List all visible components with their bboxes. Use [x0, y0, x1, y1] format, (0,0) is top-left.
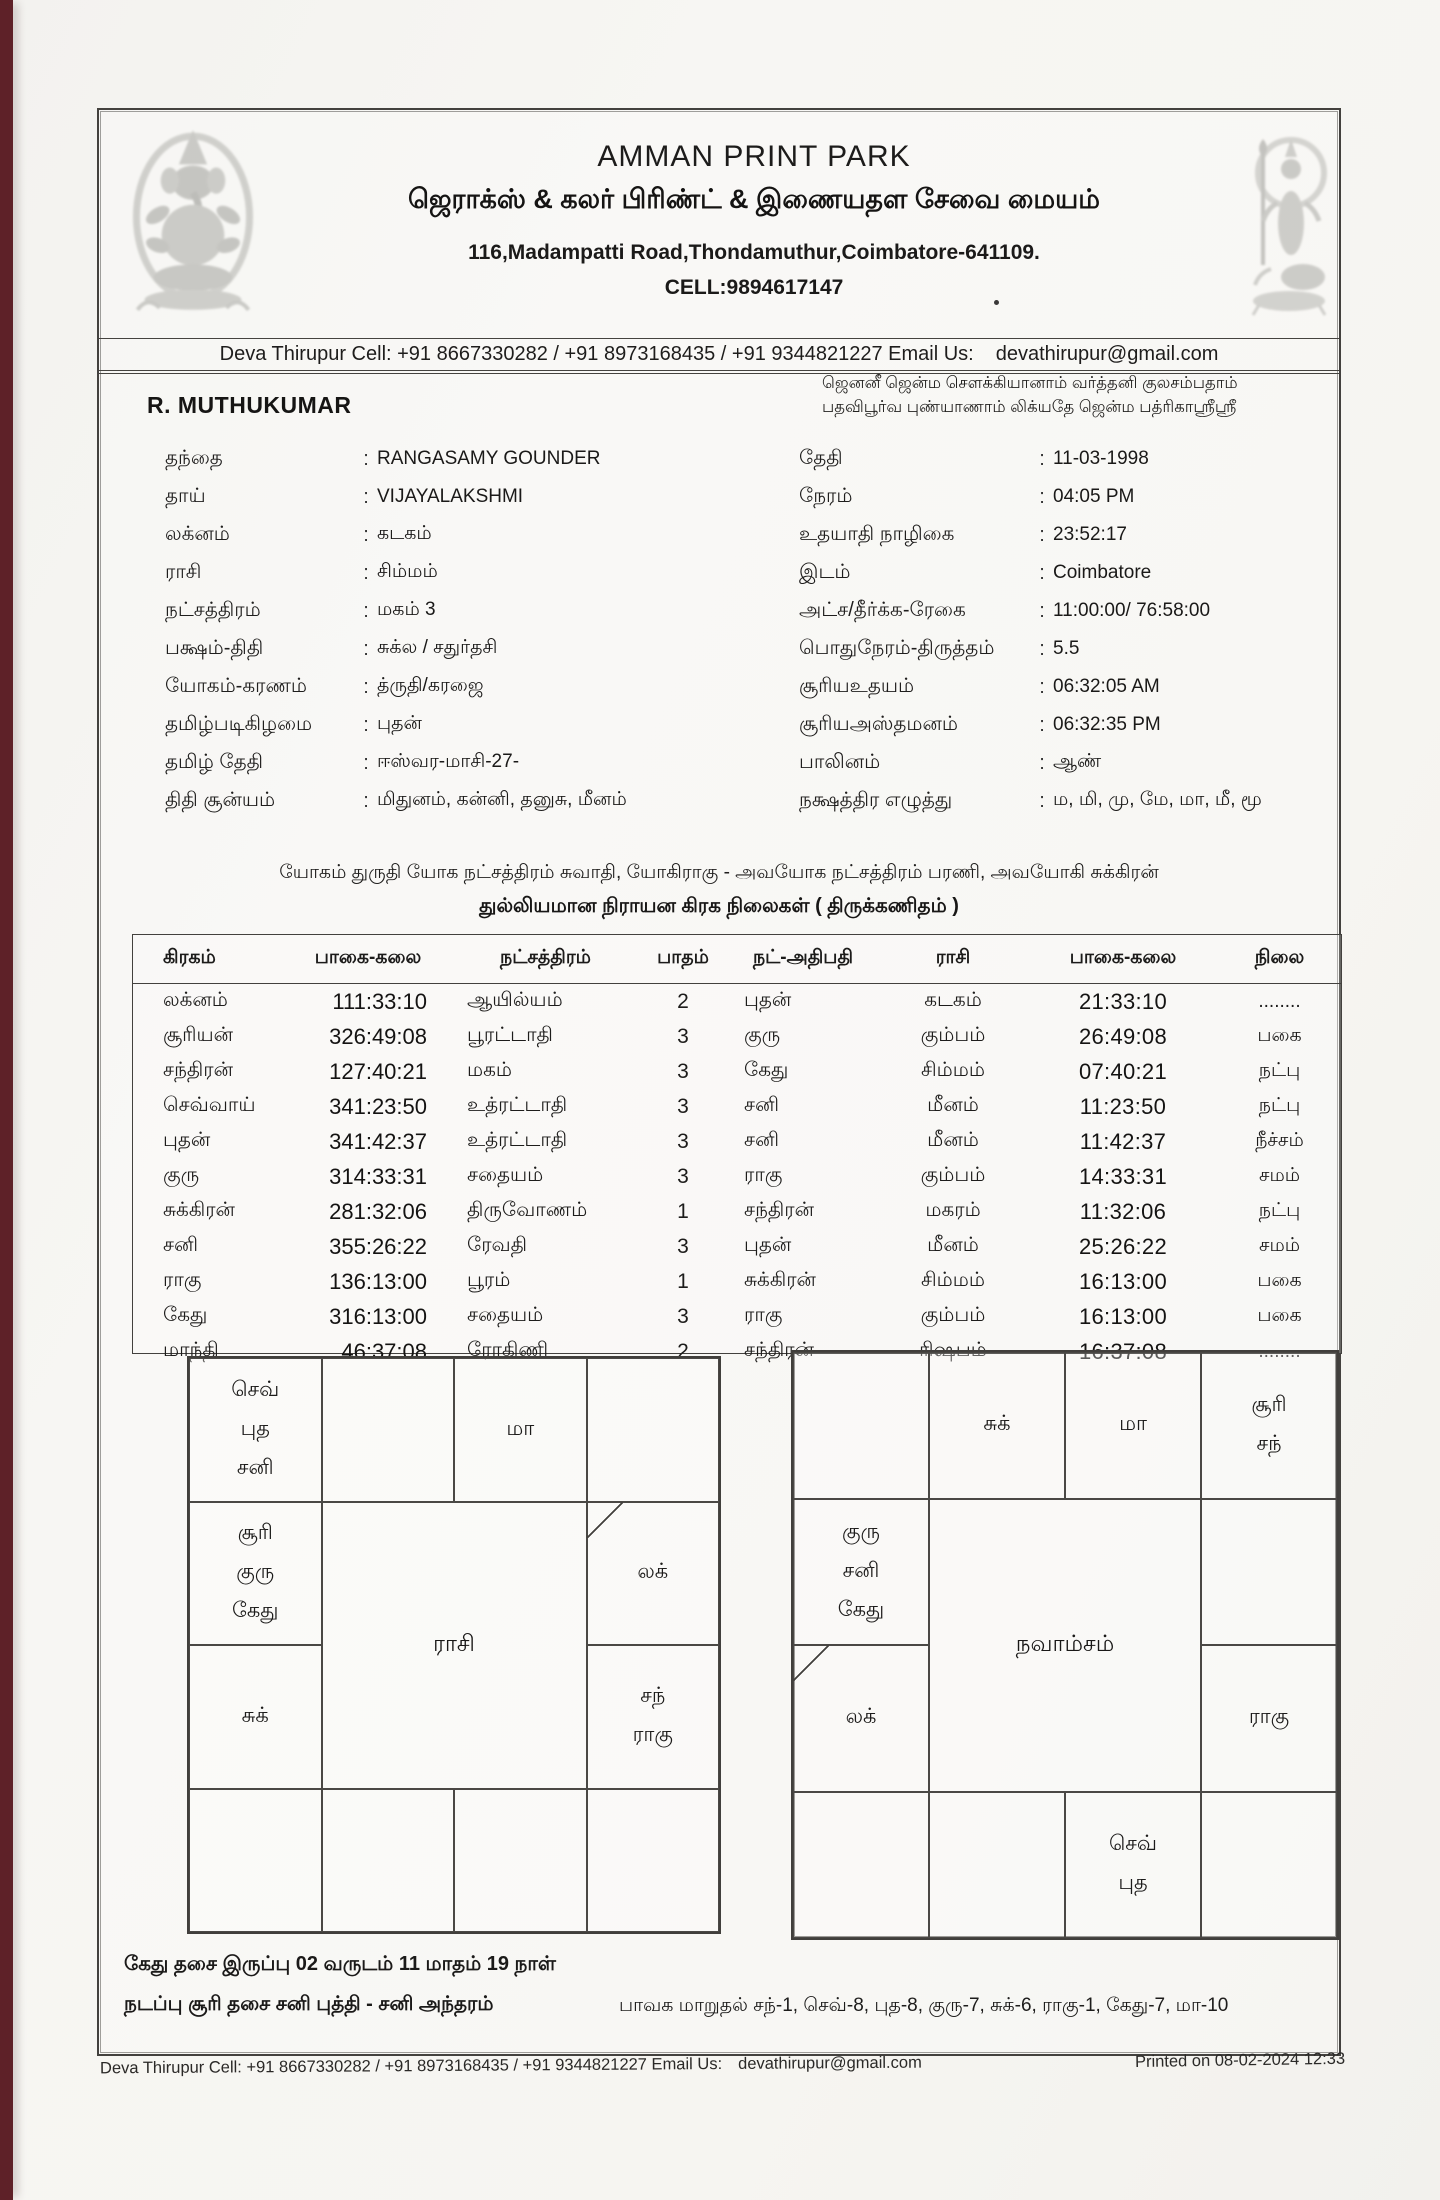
contact-email: devathirupur@gmail.com — [995, 343, 1219, 365]
planet-row — [133, 984, 1341, 1020]
detail-colon: : — [1039, 523, 1045, 546]
planet-cell: 3 — [677, 1024, 689, 1048]
planet-abbrev: கேது — [837, 1597, 885, 1621]
detail-value: RANGASAMY GOUNDER — [377, 448, 601, 469]
blessing-line-1: ஜெனனீ ஜென்ம சௌக்கியானாம் வர்த்தனி குலசம்பதாம் — [822, 374, 1238, 392]
planet-row — [133, 1159, 1341, 1194]
column-header: பாகை-கலை — [283, 935, 453, 984]
current-dasa-line: நடப்பு சூரி தசை சனி புத்தி - சனி அந்தரம் — [124, 1993, 494, 2015]
detail-row — [165, 592, 745, 630]
detail-colon: : — [1039, 675, 1045, 698]
column-header: கிரகம் — [133, 935, 283, 984]
planet-cell: 16:13:00 — [1078, 1303, 1168, 1329]
detail-row — [799, 782, 1329, 820]
detail-label: தந்தை — [165, 446, 223, 469]
ganesha-image — [113, 118, 273, 332]
detail-label: பாலினம் — [799, 750, 881, 773]
chart-cell-r4c1 — [793, 1792, 929, 1939]
planet-cell: லக்னம் — [163, 989, 228, 1011]
detail-value: 06:32:05 AM — [1053, 676, 1160, 697]
planet-row — [133, 1089, 1341, 1124]
planet-cell: 1 — [677, 1199, 689, 1223]
detail-row — [799, 630, 1329, 668]
detail-label: திதி சூன்யம் — [165, 788, 276, 811]
chart-cell-r3c4 — [1201, 1645, 1337, 1792]
detail-row — [799, 668, 1329, 706]
planet-cell: 11:32:06 — [1079, 1198, 1167, 1224]
planet-cell: ஆயில்யம் — [467, 989, 563, 1011]
detail-colon: : — [1039, 751, 1045, 774]
planet-abbrev: மா — [506, 1416, 535, 1440]
planet-cell: 127:40:21 — [329, 1058, 427, 1084]
planet-abbrev: புத — [240, 1416, 270, 1440]
footer-contact-numbers: Deva Thirupur Cell: +91 8667330282 / +91 8973168435 / +91 9344821227 Email Us: — [99, 2055, 723, 2078]
detail-colon: : — [363, 751, 369, 774]
lagna-mark — [587, 1502, 623, 1538]
planet-cell: 07:40:21 — [1078, 1058, 1168, 1084]
column-header: நட்சத்திரம் — [453, 935, 638, 984]
sanskrit-blessing — [822, 372, 1327, 420]
planet-cell: நட்பு — [1258, 1199, 1301, 1221]
detail-value: 23:52:17 — [1053, 524, 1127, 545]
column-header: ராசி — [878, 935, 1028, 984]
scan-speck — [994, 300, 999, 305]
planet-cell: ........ — [1258, 990, 1301, 1012]
planet-cell: கும்பம் — [920, 1164, 986, 1186]
planet-abbrev: சுக் — [983, 1412, 1011, 1436]
planet-row — [133, 1054, 1341, 1089]
detail-value: கடகம் — [377, 523, 432, 544]
planet-cell: சிம்மம் — [921, 1059, 985, 1081]
planet-cell: 16:37:08 — [1078, 1338, 1168, 1364]
murugan-image — [1241, 118, 1337, 332]
planet-cell: சதையம் — [467, 1304, 544, 1326]
detail-row — [799, 706, 1329, 744]
planet-cell: பகை — [1257, 1304, 1302, 1326]
planet-cell: உத்ரட்டாதி — [467, 1094, 568, 1116]
business-name: AMMAN PRINT PARK — [597, 140, 911, 173]
chart-cell-r4c1 — [189, 1789, 322, 1933]
chart-cell-r2c4 — [1201, 1499, 1337, 1646]
detail-row — [165, 440, 745, 478]
detail-row — [799, 516, 1329, 554]
chart-cell-r2c4 — [587, 1502, 720, 1646]
detail-row — [799, 478, 1329, 516]
planet-cell: 136:13:00 — [329, 1268, 427, 1294]
lagna-mark — [793, 1645, 829, 1681]
detail-value: புதன் — [377, 713, 422, 734]
detail-row — [165, 706, 745, 744]
planet-cell: 14:33:31 — [1078, 1163, 1168, 1189]
chart-cell-r1c2 — [322, 1358, 455, 1502]
planet-cell: 11:23:50 — [1079, 1093, 1167, 1119]
detail-colon: : — [363, 675, 369, 698]
planet-abbrev: லக் — [845, 1705, 877, 1729]
planet-cell: சனி — [163, 1234, 198, 1256]
planet-cell: சமம் — [1258, 1234, 1301, 1256]
chart-cell-r2c1 — [189, 1502, 322, 1646]
chart-cell-r1c1 — [189, 1358, 322, 1502]
detail-label: நேரம் — [799, 484, 853, 507]
chart-center-label: நவாம்சம் — [929, 1499, 1201, 1792]
detail-label: பொதுநேரம்-திருத்தம் — [799, 636, 995, 659]
business-tagline: ஜெராக்ஸ் & கலர் பிரிண்ட் & இணையதள சேவை மையம் — [408, 184, 1100, 214]
planet-abbrev: சந் — [640, 1684, 666, 1708]
detail-label: லக்னம் — [165, 522, 230, 545]
detail-value: VIJAYALAKSHMI — [377, 486, 524, 507]
detail-colon: : — [363, 485, 369, 508]
planet-abbrev: லக் — [637, 1560, 669, 1584]
planet-cell: நீச்சம் — [1255, 1129, 1304, 1151]
chart-cell-r2c1 — [793, 1499, 929, 1646]
planet-abbrev: செவ் — [231, 1377, 280, 1401]
detail-row — [799, 592, 1329, 630]
planet-row — [133, 1264, 1341, 1299]
planet-cell: பகை — [1257, 1269, 1302, 1291]
planet-cell: பகை — [1257, 1024, 1302, 1046]
planet-cell: புதன் — [744, 989, 792, 1011]
detail-row — [799, 744, 1329, 782]
planet-cell: நட்பு — [1258, 1094, 1301, 1116]
detail-value: 5.5 — [1053, 638, 1080, 659]
planet-abbrev: சூரி — [1251, 1392, 1287, 1416]
planet-cell: மீனம் — [927, 1234, 979, 1256]
detail-colon: : — [1039, 599, 1045, 622]
detail-value: ம, மி, மு, மே, மா, மீ, மூ — [1053, 789, 1262, 810]
planet-cell: சதையம் — [467, 1164, 544, 1186]
planet-cell: குரு — [744, 1024, 781, 1046]
detail-label: ராசி — [165, 560, 202, 583]
detail-label: யோகம்-கரணம் — [165, 674, 308, 697]
business-address: 116,Madampatti Road,Thondamuthur,Coimbatore-641109. — [468, 241, 1040, 264]
chart-cell-r4c3 — [1065, 1792, 1201, 1939]
planet-cell: குரு — [163, 1164, 200, 1186]
chart-cell-r1c3 — [1065, 1352, 1201, 1499]
detail-row — [165, 554, 745, 592]
detail-label: நக்ஷத்திர எழுத்து — [799, 788, 953, 811]
planet-table-header — [133, 935, 1341, 984]
chart-cell-r1c4 — [587, 1358, 720, 1502]
detail-colon: : — [363, 599, 369, 622]
planet-abbrev: சனி — [236, 1455, 274, 1479]
detail-label: இடம் — [799, 560, 851, 583]
chart-cell-r4c2 — [929, 1792, 1065, 1939]
planet-cell: சனி — [744, 1129, 779, 1151]
navamsam-chart — [791, 1350, 1335, 1936]
planet-cell: திருவோணம் — [467, 1199, 588, 1221]
planet-cell: 111:33:10 — [332, 988, 427, 1014]
detail-colon: : — [1039, 637, 1045, 660]
detail-label: தேதி — [799, 446, 843, 469]
planet-cell: கேது — [744, 1059, 789, 1081]
chart-cell-r4c4 — [1201, 1792, 1337, 1939]
detail-label: தமிழ்படிகிழமை — [165, 712, 313, 735]
planet-cell: 2 — [677, 989, 689, 1013]
planet-cell: மாந்தி — [163, 1339, 219, 1361]
letterhead-text — [279, 140, 1229, 300]
planet-cell: கும்பம் — [920, 1304, 986, 1326]
planet-table — [132, 934, 1342, 1364]
planet-cell: 341:42:37 — [329, 1128, 427, 1154]
planet-abbrev: சந் — [1256, 1431, 1282, 1455]
detail-value: 06:32:35 PM — [1053, 714, 1161, 735]
detail-label: நட்சத்திரம் — [165, 598, 261, 621]
planet-cell: 3 — [677, 1094, 689, 1118]
planet-cell: 11:42:37 — [1079, 1128, 1167, 1154]
planet-cell: சூரியன் — [163, 1024, 234, 1046]
detail-colon: : — [363, 789, 369, 812]
yoga-summary-line: யோகம் துருதி யோக நட்சத்திரம் சுவாதி, யோகிராகு - அவயோக நட்சத்திரம் பரணி, அவயோகி சுக்கிரன் — [279, 862, 1159, 883]
detail-label: உதயாதி நாழிகை — [799, 522, 955, 545]
planet-cell: 314:33:31 — [329, 1163, 427, 1189]
detail-row — [165, 782, 745, 820]
planet-abbrev: ராகு — [1248, 1705, 1290, 1729]
detail-value: சுக்ல / சதுர்தசி — [377, 637, 498, 658]
detail-colon: : — [1039, 561, 1045, 584]
person-name: R. MUTHUKUMAR — [147, 392, 352, 418]
detail-value: த்ருதி/கரஜை — [377, 675, 484, 696]
planet-cell: 21:33:10 — [1078, 988, 1168, 1014]
planet-cell: உத்ரட்டாதி — [467, 1129, 568, 1151]
business-cell-number: CELL:9894617147 — [664, 276, 844, 299]
planet-cell: ........ — [1258, 1340, 1301, 1362]
planet-abbrev: மா — [1119, 1412, 1147, 1436]
detail-row — [165, 744, 745, 782]
planet-cell: 341:23:50 — [329, 1093, 427, 1119]
detail-value: சிம்மம் — [377, 561, 438, 582]
column-header: பாகை-கலை — [1028, 935, 1218, 984]
detail-label: தாய் — [165, 484, 206, 507]
blessing-line-2: பதவிபூர்வ புண்யாணாம் லிக்யதே ஜென்ம பத்ரிகாஸ்ரீஸ்ரீ — [822, 397, 1237, 416]
planet-cell: 2 — [677, 1339, 689, 1363]
planet-cell: 355:26:22 — [329, 1233, 427, 1259]
detail-colon: : — [363, 713, 369, 736]
planet-cell: ரேவதி — [467, 1234, 528, 1256]
column-header: நிலை — [1218, 935, 1341, 984]
planet-cell: 3 — [677, 1234, 689, 1258]
detail-value: ஆண் — [1053, 751, 1102, 772]
planet-cell: 26:49:08 — [1078, 1023, 1168, 1049]
planet-cell: 25:26:22 — [1078, 1233, 1168, 1259]
planet-cell: புதன் — [163, 1129, 211, 1151]
planet-row — [133, 1299, 1341, 1334]
detail-value: Coimbatore — [1053, 562, 1152, 583]
footer-contact-email: devathirupur@gmail.com — [738, 2053, 922, 2073]
detail-label: சூரியஉதயம் — [799, 674, 915, 697]
planet-cell: சுக்கிரன் — [163, 1199, 235, 1221]
planet-row — [133, 1019, 1341, 1054]
detail-colon: : — [363, 447, 369, 470]
planet-row — [133, 1124, 1341, 1159]
bhava-change-line: பாவக மாறுதல் சந்-1, செவ்-8, புத-8, குரு-7, சுக்-6, ராகு-1, கேது-7, மா-10 — [619, 1995, 1229, 2016]
planet-cell: சிம்மம் — [921, 1269, 985, 1291]
chart-cell-r3c1 — [793, 1645, 929, 1792]
planet-row — [133, 1229, 1341, 1264]
planet-abbrev: புத — [1118, 1871, 1148, 1895]
planet-cell: சந்திரன் — [744, 1339, 815, 1361]
detail-label: சூரியஅஸ்தமனம் — [799, 712, 959, 735]
planet-cell: 281:32:06 — [329, 1198, 427, 1224]
detail-row — [165, 630, 745, 668]
planet-cell: 3 — [677, 1129, 689, 1153]
detail-row — [165, 516, 745, 554]
planet-cell: 3 — [677, 1304, 689, 1328]
photo-edge-strip — [0, 0, 13, 2200]
planet-cell: ராகு — [744, 1304, 783, 1326]
rasi-chart — [187, 1356, 717, 1930]
planet-row — [133, 1194, 1341, 1229]
planet-cell: மகம் — [467, 1059, 512, 1081]
dasa-balance-line: கேது தசை இருப்பு 02 வருடம் 11 மாதம் 19 நாள் — [124, 1953, 556, 1975]
planet-cell: 16:13:00 — [1078, 1268, 1168, 1294]
planet-cell: 46:37:08 — [341, 1338, 427, 1364]
planet-cell: ராகு — [163, 1269, 202, 1291]
chart-cell-r1c4 — [1201, 1352, 1337, 1499]
planet-cell: 1 — [677, 1269, 689, 1293]
detail-colon: : — [1039, 713, 1045, 736]
planet-cell: சனி — [744, 1094, 779, 1116]
planet-abbrev: சூரி — [237, 1521, 273, 1545]
detail-label: தமிழ் தேதி — [165, 750, 263, 773]
chart-cell-r4c4 — [587, 1789, 720, 1933]
detail-colon: : — [363, 523, 369, 546]
column-header: பாதம் — [638, 935, 728, 984]
planet-cell: ராகு — [744, 1164, 783, 1186]
chart-cell-r3c4 — [587, 1645, 720, 1789]
planet-cell: சமம் — [1258, 1164, 1301, 1186]
planet-cell: புதன் — [744, 1234, 792, 1256]
planet-cell: 3 — [677, 1164, 689, 1188]
planet-abbrev: குரு — [236, 1560, 275, 1584]
detail-row — [799, 554, 1329, 592]
detail-label: அட்ச/தீர்க்க-ரேகை — [799, 598, 966, 621]
detail-value: 11-03-1998 — [1053, 448, 1149, 469]
planet-table-title: துல்லியமான நிராயன கிரக நிலைகள் ( திருக்கணிதம் ) — [479, 895, 959, 917]
planet-cell: சுக்கிரன் — [744, 1269, 816, 1291]
planet-cell: ரோகிணி — [467, 1339, 549, 1361]
detail-value: 11:00:00/ 76:58:00 — [1053, 600, 1211, 621]
detail-label: பக்ஷம்-திதி — [165, 636, 264, 659]
printed-on-stamp: Printed on 08-02-2024 12:33 — [1134, 2049, 1346, 2072]
planet-abbrev: ராகு — [632, 1723, 673, 1747]
detail-value: மகம் 3 — [377, 599, 436, 620]
detail-value: 04:05 PM — [1053, 486, 1135, 507]
detail-colon: : — [1039, 485, 1045, 508]
column-header: நட்-அதிபதி — [728, 935, 878, 984]
detail-colon: : — [363, 637, 369, 660]
chart-cell-r1c2 — [929, 1352, 1065, 1499]
detail-row — [799, 440, 1329, 478]
chart-cell-r4c3 — [454, 1789, 587, 1933]
detail-colon: : — [1039, 789, 1045, 812]
contact-numbers: Deva Thirupur Cell: +91 8667330282 / +91 8973168435 / +91 9344821227 Email Us: — [219, 343, 974, 365]
planet-cell: நட்பு — [1258, 1059, 1301, 1081]
detail-colon: : — [363, 561, 369, 584]
document-border — [97, 108, 1341, 2056]
planet-abbrev: செவ் — [1108, 1832, 1158, 1856]
planet-cell: கடகம் — [924, 989, 982, 1011]
letterhead — [99, 110, 1339, 338]
chart-cell-r1c3 — [454, 1358, 587, 1502]
chart-cell-r3c1 — [189, 1645, 322, 1789]
planet-cell: கும்பம் — [920, 1024, 986, 1046]
detail-value: ஈஸ்வர-மாசி-27- — [377, 751, 520, 772]
planet-cell: சந்திரன் — [163, 1059, 234, 1081]
birth-details-left — [165, 440, 745, 820]
planet-abbrev: சுக் — [241, 1703, 269, 1727]
planet-cell: மகரம் — [925, 1199, 981, 1221]
planet-abbrev: குரு — [841, 1519, 880, 1543]
planet-cell: 316:13:00 — [329, 1303, 427, 1329]
chart-center-label: ராசி — [322, 1502, 587, 1789]
birth-details-right — [799, 440, 1329, 820]
planet-cell: மீனம் — [927, 1129, 979, 1151]
detail-colon: : — [1039, 447, 1045, 470]
chart-cell-r4c2 — [322, 1789, 455, 1933]
detail-value: மிதுனம், கன்னி, தனுசு, மீனம் — [377, 789, 627, 810]
planet-cell: கேது — [163, 1304, 208, 1326]
planet-cell: பூரம் — [467, 1269, 511, 1291]
planet-cell: சந்திரன் — [744, 1199, 815, 1221]
planet-cell: பூரட்டாதி — [467, 1024, 553, 1046]
planet-cell: செவ்வாய் — [163, 1094, 256, 1116]
planet-cell: 326:49:08 — [329, 1023, 427, 1049]
planet-abbrev: சனி — [842, 1558, 880, 1582]
chart-cell-r1c1 — [793, 1352, 929, 1499]
detail-row — [165, 668, 745, 706]
detail-row — [165, 478, 745, 516]
planet-cell: 3 — [677, 1059, 689, 1083]
contact-row — [99, 338, 1339, 374]
planet-cell: ரிஷபம் — [919, 1339, 987, 1361]
planet-cell: மீனம் — [927, 1094, 979, 1116]
planet-abbrev: கேது — [231, 1599, 279, 1623]
